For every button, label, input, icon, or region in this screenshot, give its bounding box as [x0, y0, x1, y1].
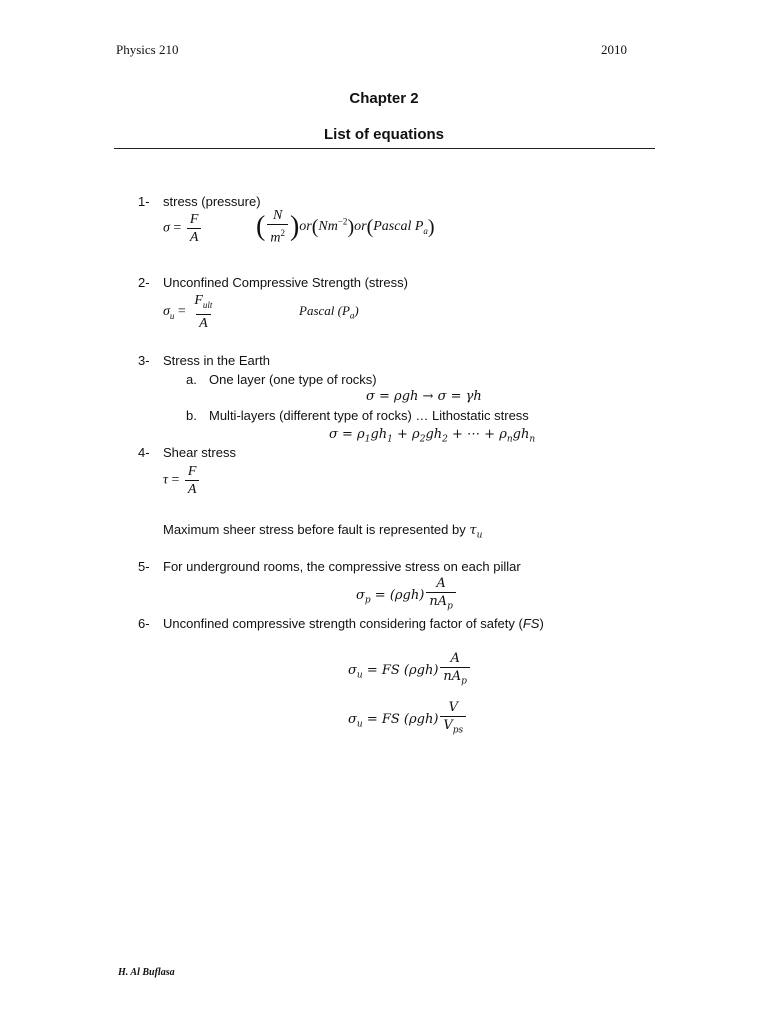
item-6-number: 6- — [138, 616, 150, 631]
item-2-label: Unconfined Compressive Strength (stress) — [163, 275, 408, 290]
item-3a-mark: a. — [186, 372, 197, 387]
equation-stress: σ = $\frac{F}{A}$ — [163, 212, 203, 245]
item-5-number: 5- — [138, 559, 150, 574]
equation-pillar-stress: $\sigma_p = (\rho gh)$ $\frac{A}{nA_p}$ — [356, 576, 458, 615]
equation-shear: τ = $\frac{F}{A}$ — [163, 464, 201, 497]
item-4-label: Shear stress — [163, 445, 236, 460]
shear-note: Maximum sheer stress before fault is represented by $\tau_u$ — [163, 522, 483, 541]
item-3b-label: Multi-layers (different type of rocks) … Lithostatic stress — [209, 408, 529, 423]
item-6-label: Unconfined compressive strength considering factor of safety (FS) — [163, 616, 544, 631]
item-1-number: 1- — [138, 194, 150, 209]
chapter-title: Chapter 2 — [349, 90, 419, 107]
item-2-number: 2- — [138, 275, 150, 290]
item-3a-label: One layer (one type of rocks) — [209, 372, 377, 387]
year-label: 2010 — [601, 42, 627, 57]
author-signature: H. Al Buflasa — [118, 967, 175, 978]
course-label: Physics 210 — [116, 42, 179, 57]
equation-ucs: $\sigma_u$ = $\frac{F_{ult}}{A}$ — [163, 293, 213, 331]
equation-stress-units: ( $\frac{N}{m^2}$ )$or(Nm^{-2})or(Pascal$ $P_a$) — [256, 208, 435, 246]
section-title: List of equations — [324, 126, 444, 143]
item-4-number: 4- — [138, 445, 150, 460]
equation-ucs-fs-volume: $\sigma_u$ = FS (ρgh) $\frac{V}{V_{ps}}$ — [348, 700, 468, 739]
item-3-label: Stress in the Earth — [163, 353, 270, 368]
item-3b-mark: b. — [186, 408, 197, 423]
item-3-number: 3- — [138, 353, 150, 368]
equation-ucs-fs-area: $\sigma_u$ = FS (ρgh) $\frac{A}{nA_p}$ — [348, 651, 472, 690]
title-divider — [114, 148, 655, 149]
ucs-unit: Pascal $(P_a)$ — [299, 303, 359, 321]
item-1-label: stress (pressure) — [163, 194, 261, 209]
equation-one-layer: σ = ρgh → σ = γh — [366, 389, 482, 404]
equation-multi-layer: $\sigma = \rho_1gh_1 + \rho_2gh_2$ + ⋯ + $\rho_ngh_n$ — [329, 427, 536, 445]
item-5-label: For underground rooms, the compressive stress on each pillar — [163, 559, 521, 574]
